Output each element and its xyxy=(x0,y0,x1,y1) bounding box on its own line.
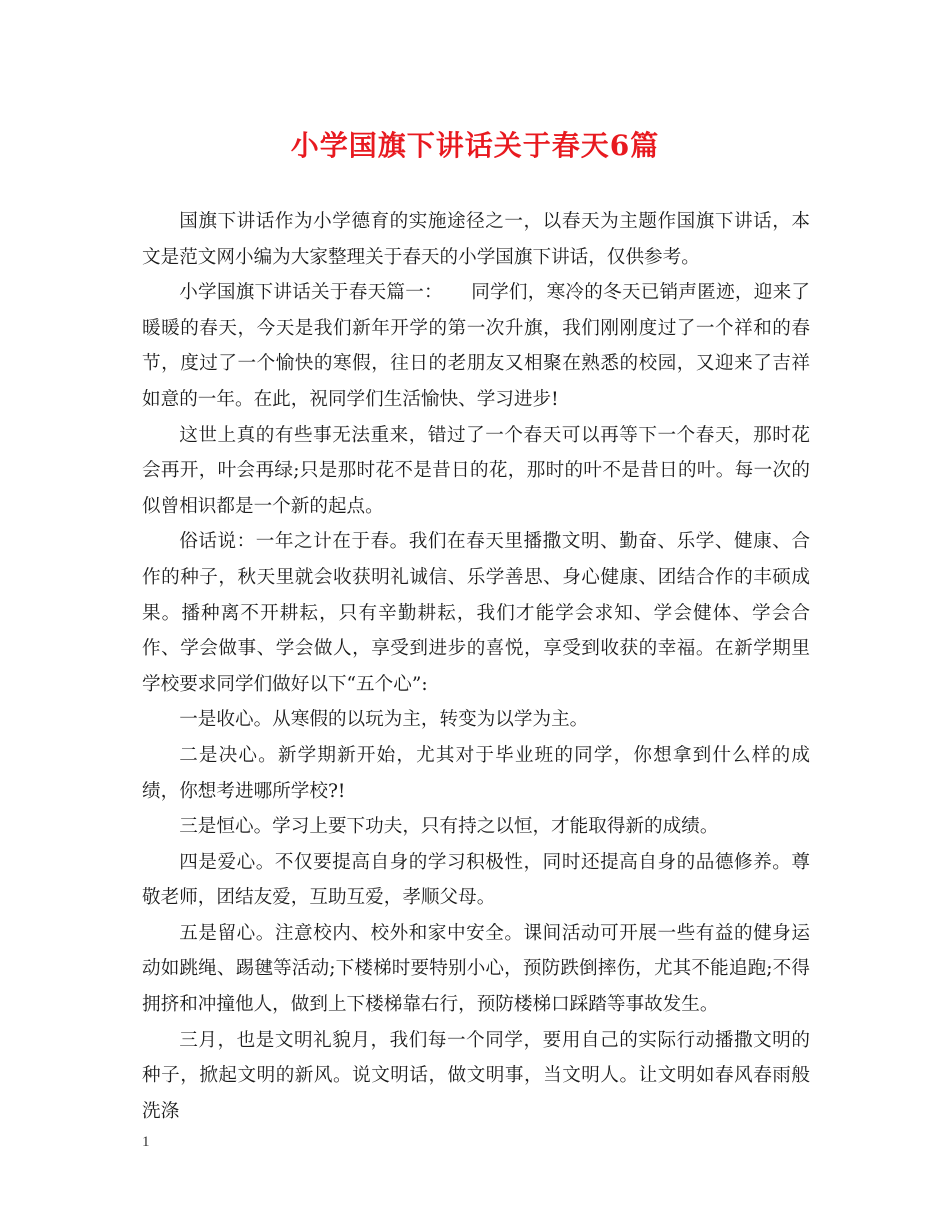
paragraph: 俗话说：一年之计在于春。我们在春天里播撒文明、勤奋、乐学、健康、合作的种子，秋天里就会收获明礼诚信、乐学善思、身心健康、团结合作的丰硕成果。播种离不开耕耘，只有辛勤耕耘，我们才能学会求知、学会健体、学会合作、学会做事、学会做人，享受到进步的喜悦，享受到收获的幸福。在新学期里学校要求同学们做好以下“五个心”: xyxy=(142,531,810,695)
document-body xyxy=(142,204,810,1129)
paragraph: 一是收心。从寒假的以玩为主，转变为以学为主。 xyxy=(179,709,589,731)
page-number: 1 xyxy=(142,1134,150,1150)
paragraph: 国旗下讲话作为小学德育的实施途径之一，以春天为主题作国旗下讲话，本文是范文网小编为大家整理关于春天的小学国旗下讲话，仅供参考。 xyxy=(142,211,810,268)
paragraph: 小学国旗下讲话关于春天篇一： 同学们，寒冷的冬天已销声匿迹，迎来了暖暖的春天，今天是我们新年开学的第一次升旗，我们刚刚度过了一个祥和的春节，度过了一个愉快的寒假，往日的老朋友又相聚在熟悉的校园，又迎来了吉祥如意的一年。在此，祝同学们生活愉快、学习进步! xyxy=(142,282,810,410)
paragraph: 三是恒心。学习上要下功夫，只有持之以恒，才能取得新的成绩。 xyxy=(179,816,719,838)
paragraph: 四是爱心。不仅要提高自身的学习积极性，同时还提高自身的品德修养。尊敬老师，团结友爱，互助互爱，孝顺父母。 xyxy=(142,851,810,909)
paragraph: 这世上真的有些事无法重来，错过了一个春天可以再等下一个春天，那时花会再开，叶会再绿;只是那时花不是昔日的花，那时的叶不是昔日的叶。每一次的似曾相识都是一个新的起点。 xyxy=(142,424,810,517)
paragraph: 三月，也是文明礼貌月，我们每一个同学，要用自己的实际行动播撒文明的种子，掀起文明的新风。说文明话，做文明事，当文明人。让文明如春风春雨般洗涤 xyxy=(142,1029,810,1122)
document-title: 小学国旗下讲话关于春天6篇 xyxy=(290,129,660,162)
paragraph: 五是留心。注意校内、校外和家中安全。课间活动可开展一些有益的健身运动如跳绳、踢毽等活动;下楼梯时要特别小心，预防跌倒摔伤，尤其不能追跑;不得拥挤和冲撞他人，做到上下楼梯靠右行，预防楼梯口踩踏等事故发生。 xyxy=(142,922,810,1016)
paragraph: 二是决心。新学期新开始，尤其对于毕业班的同学，你想拿到什么样的成绩，你想考进哪所学校?! xyxy=(142,744,810,802)
